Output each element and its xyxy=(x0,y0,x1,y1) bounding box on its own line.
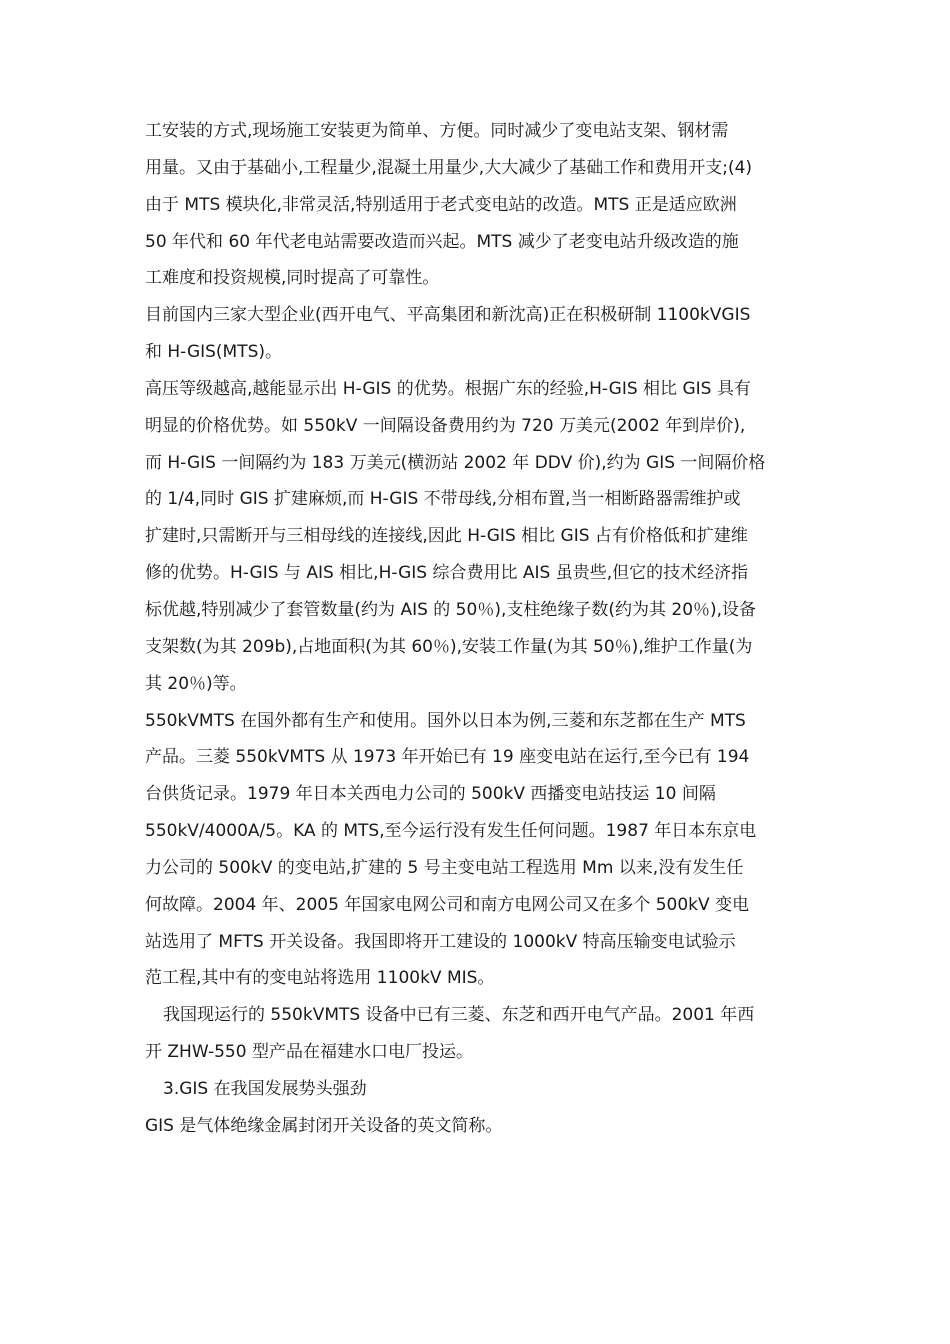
text-line: 扩建时,只需断开与三相母线的连接线,因此 H-GIS 相比 GIS 占有价格低和扩建维 xyxy=(145,526,748,547)
text-line: 高压等级越高,越能显示出 H-GIS 的优势。根据广东的经验,H-GIS 相比 GIS 具有 xyxy=(145,378,751,399)
text-line: 范工程,其中有的变电站将选用 1100kV MIS。 xyxy=(145,968,495,989)
text-line: GIS 是气体绝缘金属封闭开关设备的英文简称。 xyxy=(145,1115,503,1136)
text-line: 50 年代和 60 年代老电站需要改造而兴起。MTS 减少了老变电站升级改造的施 xyxy=(145,231,739,252)
text-line: 力公司的 500kV 的变电站,扩建的 5 号主变电站工程选用 Mm 以来,没有发生任 xyxy=(145,857,744,878)
text-line: 由于 MTS 模块化,非常灵活,特别适用于老式变电站的改造。MTS 正是适应欧洲 xyxy=(145,194,737,215)
text-line: 工难度和投资规模,同时提高了可靠性。 xyxy=(145,268,440,289)
text-line: 目前国内三家大型企业(西开电气、平高集团和新沈高)正在积极研制 1100kVGIS xyxy=(145,305,751,326)
text-line: 产品。三菱 550kVMTS 从 1973 年开始已有 19 座变电站在运行,至今已有 194 xyxy=(145,747,750,768)
text-line: 550kVMTS 在国外都有生产和使用。国外以日本为例,三菱和东芝都在生产 MTS xyxy=(145,710,746,731)
section-heading: 3.GIS 在我国发展势头强劲 xyxy=(163,1078,367,1099)
text-line: 而 H-GIS 一间隔约为 183 万美元(横沥站 2002 年 DDV 价),约为 GIS 一间隔价格 xyxy=(145,452,766,473)
text-line: 站选用了 MFTS 开关设备。我国即将开工建设的 1000kV 特高压输变电试验示 xyxy=(145,931,736,952)
text-line: 修的优势。H-GIS 与 AIS 相比,H-GIS 综合费用比 AIS 虽贵些,但它的技术经济指 xyxy=(145,563,749,584)
document-body xyxy=(145,113,813,1145)
text-line: 和 H-GIS(MTS)。 xyxy=(145,342,283,363)
text-line: 的 1/4,同时 GIS 扩建麻烦,而 H-GIS 不带母线,分相布置,当一相断路器需维护或 xyxy=(145,489,741,510)
text-line: 开 ZHW-550 型产品在福建水口电厂投运。 xyxy=(145,1042,473,1063)
text-line: 其 20％)等。 xyxy=(145,673,247,694)
text-line: 明显的价格优势。如 550kV 一间隔设备费用约为 720 万美元(2002 年到岸价), xyxy=(145,415,746,436)
text-line: 支架数(为其 209b),占地面积(为其 60％),安装工作量(为其 50％),维护工作量(为 xyxy=(145,636,753,657)
text-line: 我国现运行的 550kVMTS 设备中已有三菱、东芝和西开电气产品。2001 年西 xyxy=(163,1005,755,1026)
text-line: 550kV/4000A/5。KA 的 MTS,至今运行没有发生任何问题。1987 年日本东京电 xyxy=(145,821,757,842)
text-line: 标优越,特别减少了套管数量(约为 AIS 的 50％),支柱绝缘子数(约为其 20％),设备 xyxy=(145,599,757,620)
text-line: 工安装的方式,现场施工安装更为简单、方便。同时减少了变电站支架、钢材需 xyxy=(145,121,729,141)
text-line: 台供货记录。1979 年日本关西电力公司的 500kV 西播变电站技运 10 间隔 xyxy=(145,784,716,805)
text-line: 何故障。2004 年、2005 年国家电网公司和南方电网公司又在多个 500kV 变电 xyxy=(145,894,750,915)
text-line: 用量。又由于基础小,工程量少,混凝土用量少,大大减少了基础工作和费用开支;(4) xyxy=(145,157,753,178)
